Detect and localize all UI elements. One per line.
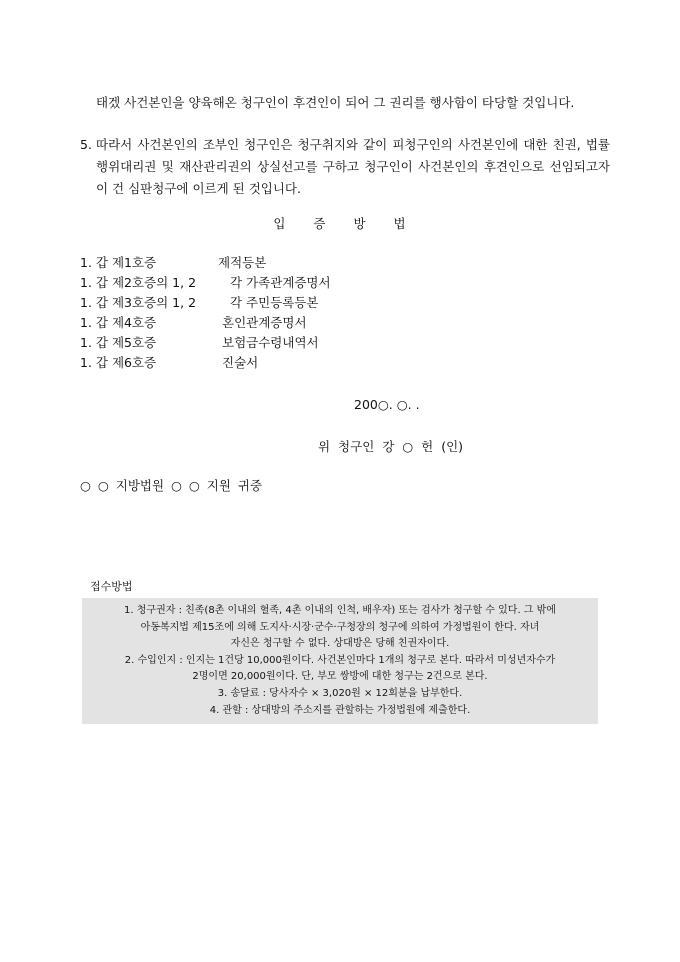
evidence-label: 1. 갑 제4호증 — [80, 315, 157, 330]
evidence-item — [80, 313, 480, 333]
evidence-list — [80, 253, 480, 373]
petitioner-signature-line: 위 청구인 강 ○ 헌 (인) — [318, 439, 464, 454]
evidence-label: 1. 갑 제6호증 — [80, 355, 157, 370]
filing-method-title: 접수방법 — [90, 580, 133, 593]
filing-method-box — [82, 598, 598, 724]
court-addressee: ○ ○ 지방법원 ○ ○ 지원 귀중 — [80, 478, 263, 493]
filing-method-line: 1. 청구권자 : 친족(8촌 이내의 혈족, 4촌 이내의 인척, 배우자) 또는 검사가 청구할 수 있다. 그 밖에 — [124, 605, 556, 616]
continuation-paragraph: 태겠 사건본인을 양육해온 청구인이 후견인이 되어 그 권리를 행사함이 타당할 것입니다. — [96, 95, 575, 110]
evidence-heading: 입 증 방 법 — [273, 216, 407, 231]
evidence-label: 1. 갑 제2호증의 1, 2 — [80, 275, 197, 290]
filing-method-line: 자신은 청구할 수 없다. 상대방은 당해 친권자이다. — [230, 638, 450, 650]
filing-method-line: 아동복지법 제15조에 의해 도지사·시장·군수·구청장의 청구에 의하여 가정법원이 한다. 자녀 — [140, 621, 540, 633]
evidence-document: 각 가족관계증명서 — [230, 275, 331, 290]
evidence-item — [80, 273, 480, 293]
evidence-document: 진술서 — [222, 355, 259, 370]
evidence-item — [80, 353, 480, 373]
evidence-item — [80, 253, 480, 273]
evidence-document: 각 주민등록등본 — [230, 295, 319, 310]
evidence-item — [80, 333, 480, 353]
paragraph-number: 5. — [80, 137, 92, 152]
filing-method-line: 2명이면 20,000원이다. 단, 부모 쌍방에 대한 청구는 2건으로 본다. — [192, 671, 488, 683]
filing-method-line: 2. 수입인지 : 인지는 1건당 10,000원이다. 사건본인마다 1개의 청구로 본다. 따라서 미성년자수가 — [124, 654, 556, 666]
evidence-label: 1. 갑 제5호증 — [80, 335, 157, 350]
filing-date: 200○. ○. . — [354, 397, 420, 412]
evidence-item — [80, 293, 480, 313]
paragraph-5 — [80, 134, 610, 200]
evidence-document: 혼인관계증명서 — [222, 315, 307, 330]
filing-method-line: 4. 관할 : 상대방의 주소지를 관할하는 가정법원에 제출한다. — [209, 704, 471, 716]
evidence-label: 1. 갑 제3호증의 1, 2 — [80, 295, 197, 310]
evidence-document: 보험금수령내역서 — [222, 335, 319, 350]
evidence-label: 1. 갑 제1호증 — [80, 255, 157, 270]
paragraph-5-text: 따라서 사건본인의 조부인 청구인은 청구취지와 같이 피청구인의 사건본인에 대한 친권, 법률행위대리권 및 재산관리권의 상실선고를 구하고 청구인이 사건본인의 후견인으로 선임되고자 이 건 심판청구에 이르게 된 것입니다. — [96, 137, 610, 196]
filing-method-line: 3. 송달료 : 당사자수 × 3,020원 × 12회분을 납부한다. — [217, 687, 463, 699]
evidence-document: 제적등본 — [218, 255, 267, 270]
